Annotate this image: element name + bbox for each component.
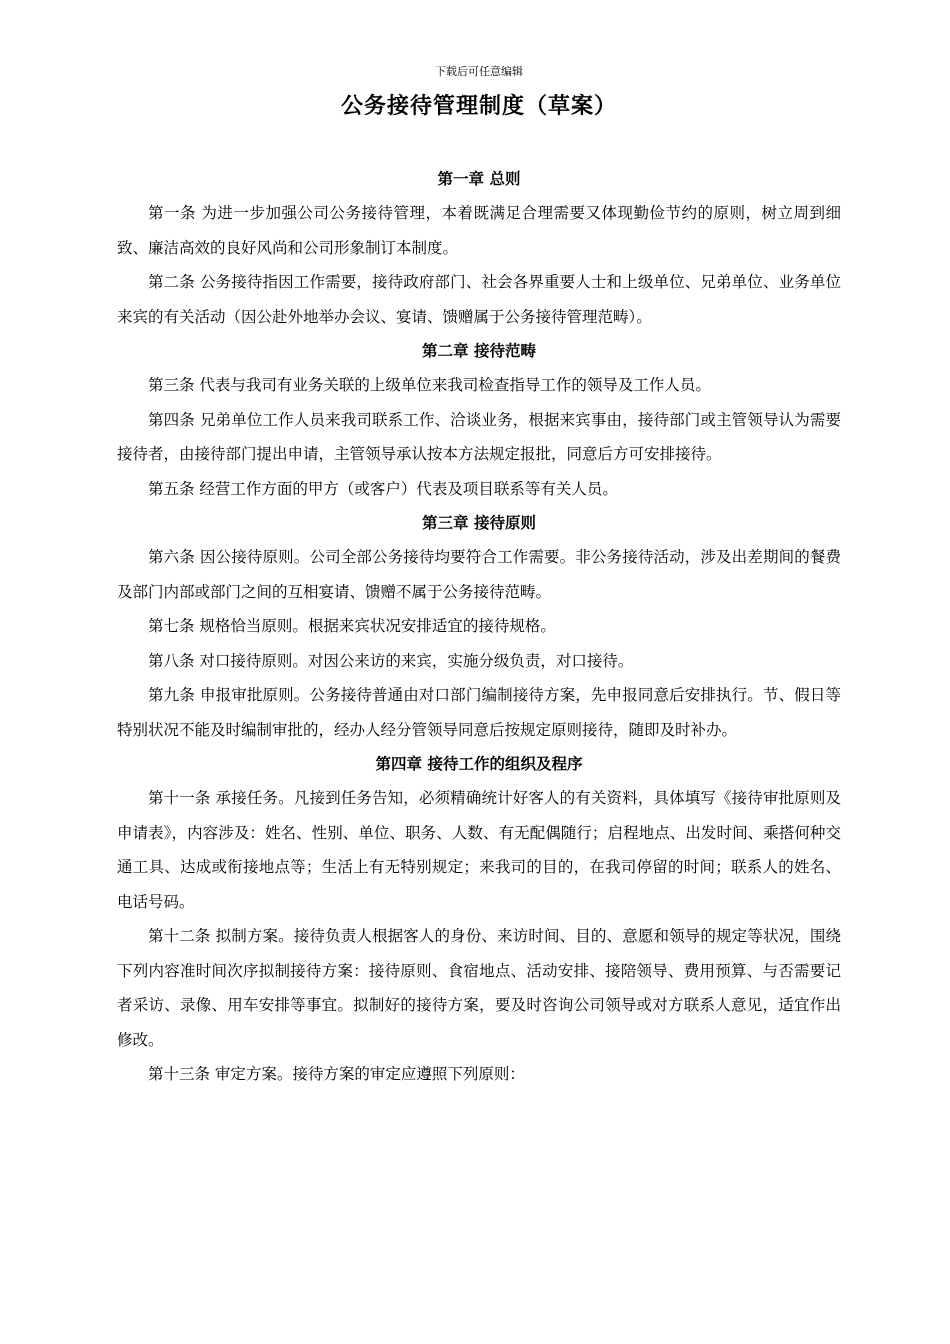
chapter-heading: 第二章 接待范畴 bbox=[422, 341, 536, 360]
article-paragraph: 第一条 为进一步加强公司公务接待管理，本着既满足合理需要又体现勤俭节约的原则，树立周到细致、廉洁高效的良好风尚和公司形象制订本制度。 bbox=[117, 204, 841, 257]
chapter-heading: 第三章 接待原则 bbox=[422, 513, 536, 532]
chapter-3-section bbox=[117, 506, 841, 747]
chapter-4-section bbox=[117, 747, 841, 1092]
chapter-heading: 第四章 接待工作的组织及程序 bbox=[375, 754, 583, 773]
article-paragraph: 第九条 申报审批原则。公务接待普通由对口部门编制接待方案，先申报同意后安排执行。节、假日等特别状况不能及时编制审批的，经办人经分管领导同意后按规定原则接待，随即及时补办。 bbox=[117, 686, 841, 739]
article-paragraph: 第十二条 拟制方案。接待负责人根据客人的身份、来访时间、目的、意愿和领导的规定等状况，围绕下列内容准时间次序拟制接待方案：接待原则、食宿地点、活动安排、接陪领导、费用预算、与否需要记者采访、录像、用车安排等事宜。拟制好的接待方案，要及时咨询公司领导或对方联系人意见，适宜作出修改。 bbox=[117, 927, 841, 1049]
article-paragraph: 第十一条 承接任务。凡接到任务告知，必须精确统计好客人的有关资料，具体填写《接待审批原则及申请表》，内容涉及：姓名、性别、单位、职务、人数、有无配偶随行；启程地点、出发时间、乘搭何种交通工具、达成或衔接地点等；生活上有无特别规定；来我司的目的，在我司停留的时间；联系人的姓名、电话号码。 bbox=[117, 789, 841, 911]
article-paragraph: 第四条 兄弟单位工作人员来我司联系工作、洽谈业务，根据来宾事由，接待部门或主管领导认为需要接待者，由接待部门提出申请，主管领导承认按本方法规定报批，同意后方可安排接待。 bbox=[117, 410, 841, 463]
article-paragraph: 第六条 因公接待原则。公司全部公务接待均要符合工作需要。非公务接待活动，涉及出差期间的餐费及部门内部或部门之间的互相宴请、馈赠不属于公务接待范畴。 bbox=[117, 548, 841, 601]
article-paragraph: 第八条 对口接待原则。对因公来访的来宾，实施分级负责，对口接待。 bbox=[148, 651, 634, 670]
chapter-heading: 第一章 总则 bbox=[437, 169, 521, 188]
article-paragraph: 第三条 代表与我司有业务关联的上级单位来我司检查指导工作的领导及工作人员。 bbox=[148, 376, 711, 394]
article-paragraph: 第十三条 审定方案。接待方案的审定应遵照下列原则： bbox=[148, 1065, 525, 1083]
article-paragraph: 第二条 公务接待指因工作需要，接待政府部门、社会各界重要人士和上级单位、兄弟单位、业务单位来宾的有关活动（因公赴外地举办会议、宴请、馈赠属于公务接待管理范畴）。 bbox=[117, 273, 841, 326]
chapter-1-section bbox=[117, 162, 841, 334]
header-note: 下载后可任意编辑 bbox=[435, 65, 523, 78]
article-paragraph: 第五条 经营工作方面的甲方（或客户）代表及项目联系等有关人员。 bbox=[148, 479, 618, 498]
chapter-2-section bbox=[117, 334, 841, 506]
article-paragraph: 第七条 规格恰当原则。根据来宾状况安排适宜的接待规格。 bbox=[148, 617, 556, 635]
document-title: 公务接待管理制度（草案） bbox=[340, 93, 617, 119]
document-page bbox=[117, 62, 841, 1092]
